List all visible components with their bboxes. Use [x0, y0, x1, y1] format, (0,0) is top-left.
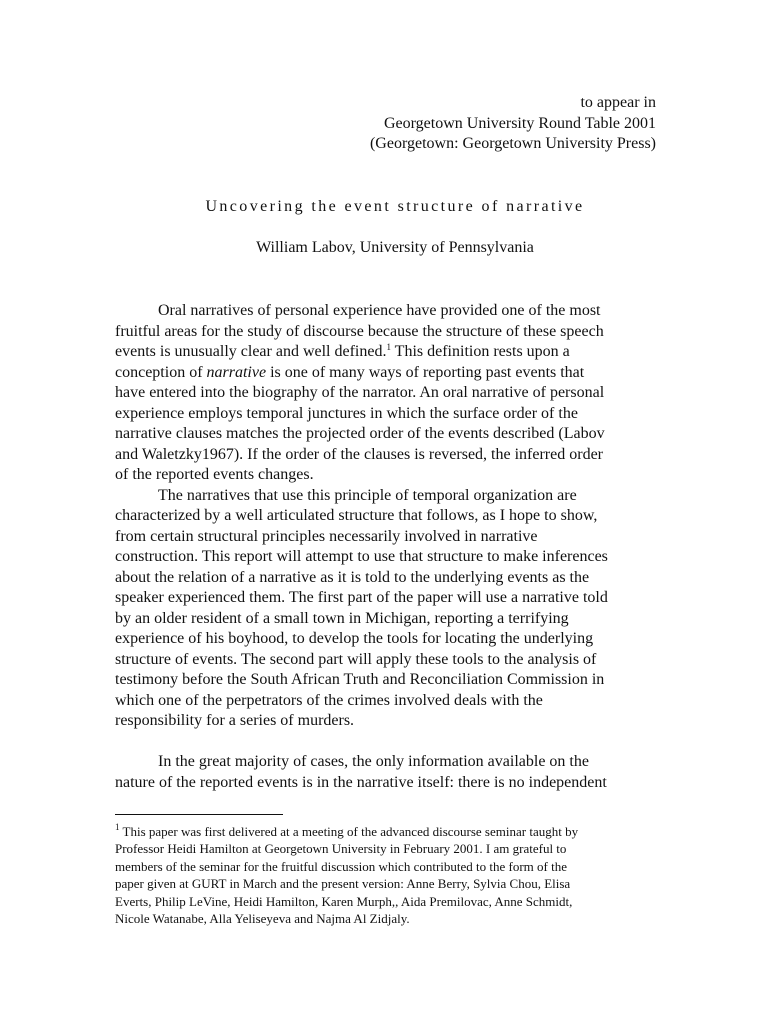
paragraph-gap: [115, 732, 660, 753]
body-line: nature of the reported events is in the narrative itself: there is no independent: [115, 773, 607, 791]
body-line: which one of the perpetrators of the crimes involved deals with the: [115, 691, 543, 709]
header-line: to appear in: [580, 94, 656, 111]
body-line: from certain structural principles necessarily involved in narrative: [115, 527, 538, 545]
author-line: William Labov, University of Pennsylvania: [256, 239, 534, 256]
body-line: narrative clauses matches the projected order of the events described (Labov: [115, 425, 605, 442]
body-line: [115, 342, 660, 363]
body-line: fruitful areas for the study of discourse because the structure of these speech: [115, 322, 604, 340]
footnote-text-span: This paper was first delivered at a meeting of the advanced discourse seminar taught by: [119, 824, 579, 839]
body-line: structure of events. The second part will apply these tools to the analysis of: [115, 650, 597, 668]
body-text-span: conception of: [115, 363, 207, 381]
body-line: experience of his boyhood, to develop the tools for locating the underlying: [115, 630, 594, 647]
body-text: [115, 301, 660, 793]
body-line: by an older resident of a small town in Michigan, reporting a terrifying: [115, 609, 569, 627]
body-text-span: is one of many ways of reporting past events that: [266, 363, 585, 381]
footnote-marker: 1: [115, 822, 120, 832]
header-line: Georgetown University Round Table 2001: [383, 114, 656, 132]
body-line: [115, 363, 660, 384]
header-line: (Georgetown: Georgetown University Press): [369, 135, 656, 152]
body-line: testimony before the South African Truth and Reconciliation Commission in: [115, 671, 605, 688]
paper-title: Uncovering the event structure of narrative: [205, 198, 585, 215]
body-line: The narratives that use this principle of temporal organization are: [158, 486, 577, 504]
body-line: responsibility for a series of murders.: [115, 712, 355, 729]
footnote-divider: [115, 814, 283, 815]
publication-header: [370, 93, 656, 155]
body-line: about the relation of a narrative as it is told to the underlying events as the: [115, 568, 590, 586]
footnote-line: Professor Heidi Hamilton at Georgetown University in February 2001. I am grateful to: [115, 841, 567, 857]
body-line: Oral narratives of personal experience have provided one of the most: [158, 302, 601, 319]
body-text-span: This definition rests upon a: [390, 343, 570, 360]
body-line: construction. This report will attempt to use that structure to make inferences: [115, 548, 608, 565]
body-line: In the great majority of cases, the only information available on the: [158, 753, 589, 770]
footnote-line: Everts, Philip LeVine, Heidi Hamilton, Karen Murph,, Aida Premilovac, Anne Schmidt,: [115, 893, 573, 909]
body-line: experience employs temporal junctures in which the surface order of the: [115, 404, 578, 422]
footnote: [115, 823, 675, 927]
footnote-line: paper given at GURT in March and the present version: Anne Berry, Sylvia Chou, Elisa: [115, 876, 571, 892]
body-line: speaker experienced them. The first part of the paper will use a narrative told: [115, 589, 608, 606]
body-line: have entered into the biography of the narrator. An oral narrative of personal: [115, 384, 605, 401]
body-line: of the reported events changes.: [115, 466, 314, 483]
footnote-reference[interactable]: 1: [386, 342, 391, 352]
footnote-line: Nicole Watanabe, Alla Yeliseyeva and Najma Al Zidjaly.: [115, 911, 410, 927]
emphasized-term: narrative: [206, 363, 267, 381]
body-text-span: events is unusually clear and well defined.: [115, 343, 387, 360]
footnote-line: members of the seminar for the fruitful discussion which contributed to the form of the: [115, 858, 567, 874]
body-line: and Waletzky1967). If the order of the clauses is reversed, the inferred order: [115, 445, 603, 463]
body-line: characterized by a well articulated structure that follows, as I hope to show,: [115, 507, 598, 524]
footnote-line: [115, 823, 675, 840]
